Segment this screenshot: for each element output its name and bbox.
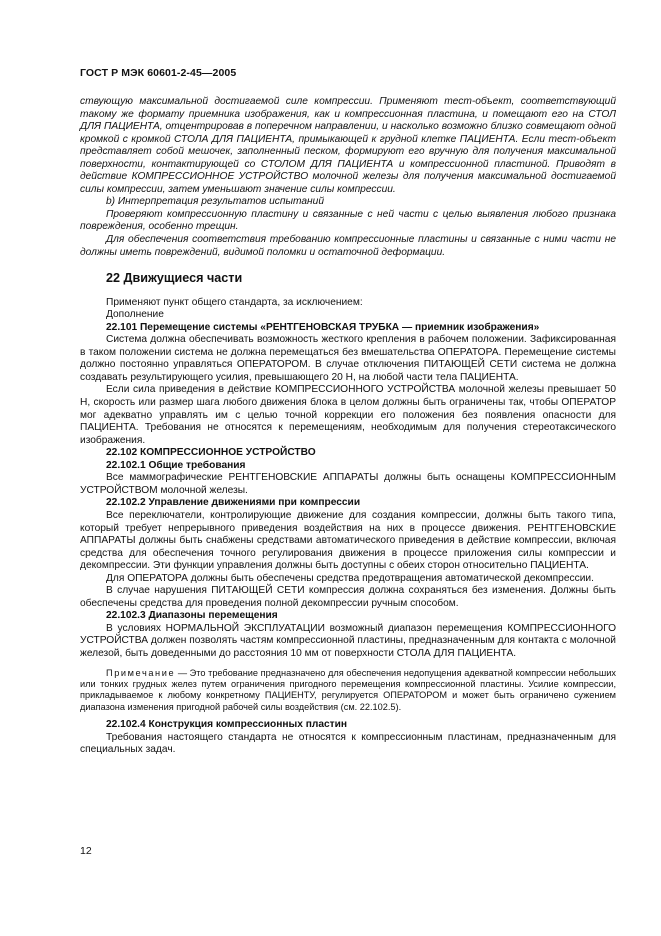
paragraph: В условиях НОРМАЛЬНОЙ ЭКСПЛУАТАЦИИ возможный диапазон перемещения КОМПРЕССИОННОГО УСТРОЙСТВА должен позволять частям компрессионной пластины, предназначенным для контакта с молочной железой, быть доведенными до расстояния 10 мм от поверхности СТОЛА ДЛЯ ПАЦИЕНТА. xyxy=(80,622,616,659)
document-body xyxy=(80,96,616,757)
page-number: 12 xyxy=(80,845,92,857)
subsection-heading: 22.102.2 Управление движениями при компрессии xyxy=(106,497,361,509)
subsection-heading: 22.102.4 Конструкция компрессионных пластин xyxy=(106,719,348,731)
paragraph: Для обеспечения соответствия требованию компрессионные пластины и связанные с ними части не должны иметь повреждений, видимой поломки и остаточной деформации. xyxy=(80,234,616,258)
subsection-heading: 22.102.3 Диапазоны перемещения xyxy=(106,610,278,622)
paragraph: Применяют пункт общего стандарта, за исключением: xyxy=(106,296,363,308)
paragraph: Система должна обеспечивать возможность жесткого крепления в рабочем положении. Зафиксированная в таком положении система не должна перемещаться без вмешательства ОПЕРАТОРА. Перемещение системы должно постоянно управляться ОПЕРАТОРОМ. В случае отключения ПИТАЮЩЕЙ СЕТИ система не должна создавать результирующего усилия, превышающего 20 Н, на любой части тела ПАЦИЕНТА. xyxy=(80,334,616,383)
note-label: Примечание xyxy=(106,667,176,678)
paragraph: ствующую максимальной достигаемой силе компрессии. Применяют тест-объект, соответствующий такому же формату приемника изображения, как и компрессионная пластина, и помещают его на СТОЛ ДЛЯ ПАЦИЕНТА, отцентрировав в поперечном направлении, и насколько возможно близко совмещают одной кромкой с кромкой СТОЛА ДЛЯ ПАЦИЕНТА, примыкающей к грудной клетке ПАЦИЕНТА. Если тест-объект представляет собой мешочек, заполненный песком, формируют его вручную для получения максимальной поверхности, контактирующей со СТОЛОМ ДЛЯ ПАЦИЕНТА и компрессионной пластиной. Приводят в действие КОМПРЕССИОННОЕ УСТРОЙСТВО молочной железы для получения максимальной достигаемой силы компрессии, затем уменьшают значение силы компрессии. xyxy=(80,96,616,195)
page-header: ГОСТ Р МЭК 60601-2-45—2005 xyxy=(80,67,237,79)
paragraph: В случае нарушения ПИТАЮЩЕЙ СЕТИ компрессия должна сохраняться без изменения. Должны быть обеспечены средства для проведения полной декомпрессии ручным способом. xyxy=(80,585,616,609)
subsection-heading: 22.101 Перемещение системы «РЕНТГЕНОВСКАЯ ТРУБКА — приемник изображения» xyxy=(106,321,540,333)
paragraph: Если сила приведения в действие КОМПРЕССИОННОГО УСТРОЙСТВА молочной железы превышает 50 Н, скорость или размер шага любого движения блока в целом должны быть ограничены так, чтобы ОПЕРАТОР мог адекватно управлять им с целью точной коррекции его положения без появления опасности для ПАЦИЕНТА. Требования не относятся к перемещениям, необходимым для получения стереотаксического изображения. xyxy=(80,384,616,446)
paragraph: Все маммографические РЕНТГЕНОВСКИЕ АППАРАТЫ должны быть оснащены КОМПРЕССИОННЫМ УСТРОЙСТВОМ молочной железы. xyxy=(80,472,616,496)
subsection-heading: 22.102.1 Общие требования xyxy=(106,459,246,471)
paragraph: Все переключатели, контролирующие движение для создания компрессии, должны быть такого типа, который требует непрерывного приведения воздействия на них в процессе движения. РЕНТГЕНОВСКИЕ АППАРАТЫ должны быть снабжены средствами автоматического приведения в действие компрессии, включая средства для обеспечения точного регулирования движения в процессе приложения силы компрессии и декомпрессии. Эти функции управления должны быть доступны с обеих сторон относительно ПАЦИЕНТА. xyxy=(80,509,616,572)
paragraph: b) Интерпретация результатов испытаний xyxy=(106,196,324,208)
paragraph: Проверяют компрессионную пластину и связанные с ней части с целью выявления любого признака повреждения, особенно трещин. xyxy=(80,208,616,233)
note-text: — Это требование предназначено для обеспечения недопущения адекватной компрессии небольших или тонких грудных желез путем ограничения пригодного перемещения компрессионной пластины. Усилие компрессии, прикладываемое к любому конкретному ПАЦИЕНТУ, регулируется ОПЕРАТОРОМ и может быть ограничено сужением диапазона изменения пригодной рабочей силы воздействия (см. 22.102.5). xyxy=(80,667,616,712)
paragraph: Для ОПЕРАТОРА должны быть обеспечены средства предотвращения автоматической декомпрессии. xyxy=(106,572,594,584)
subsection-heading: 22.102 КОМПРЕССИОННОЕ УСТРОЙСТВО xyxy=(106,447,316,459)
section-heading: 22 Движущиеся части xyxy=(106,271,243,286)
paragraph: Требования настоящего стандарта не относятся к компрессионным пластинам, предназначенным для специальных задач. xyxy=(80,731,616,756)
note xyxy=(80,668,616,714)
paragraph: Дополнение xyxy=(106,309,164,321)
